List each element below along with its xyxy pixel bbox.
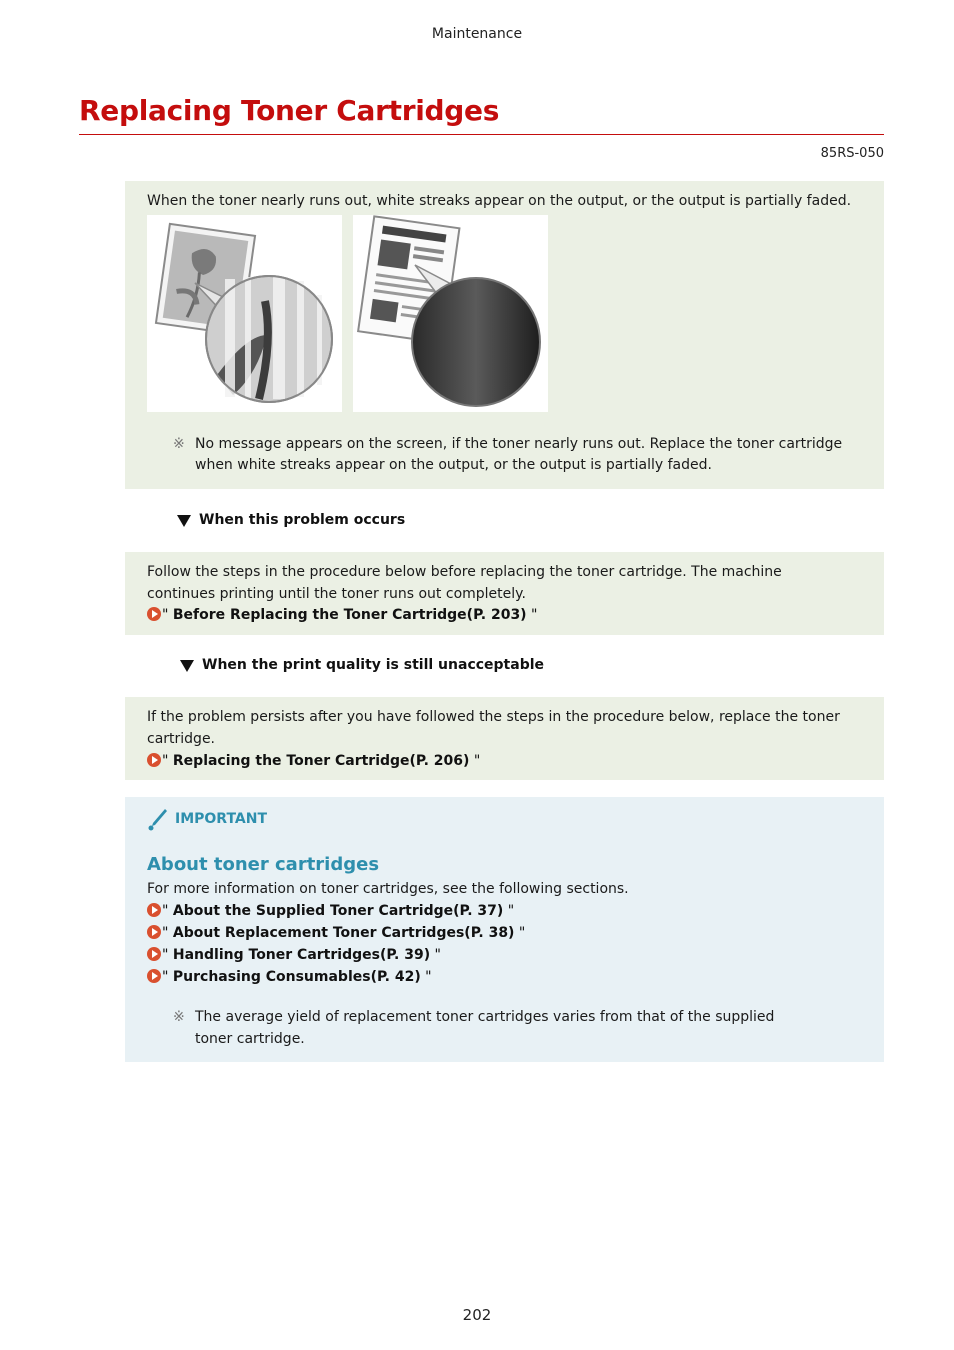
faded-document-icon bbox=[353, 215, 548, 412]
link-purchasing-consumables[interactable]: " Purchasing Consumables(P. 42) " bbox=[147, 966, 525, 988]
document-code: 85RS-050 bbox=[820, 146, 884, 161]
section2-text: If the problem persists after you have followed the steps in the procedure below, replace the toner cartridge. bbox=[147, 709, 840, 747]
link-label[interactable]: About the Supplied Toner Cartridge(P. 37) bbox=[172, 903, 504, 919]
running-header: Maintenance bbox=[431, 26, 523, 42]
link-before-replacing[interactable]: " Before Replacing the Toner Cartridge(P. 203) " bbox=[147, 604, 537, 626]
section1-box bbox=[125, 552, 884, 635]
page-number: 202 bbox=[462, 1306, 492, 1324]
important-note-text: The average yield of replacement toner cartridges varies from that of the supplied toner cartridge. bbox=[195, 1009, 775, 1047]
link-arrow-icon bbox=[147, 903, 161, 917]
pen-icon bbox=[147, 807, 169, 831]
link-arrow-icon bbox=[147, 969, 161, 983]
important-heading: About toner cartridges bbox=[147, 854, 380, 875]
link-label[interactable]: Handling Toner Cartridges(P. 39) bbox=[172, 947, 431, 963]
intro-note bbox=[173, 434, 863, 476]
intro-box bbox=[125, 181, 884, 489]
link-arrow-icon bbox=[147, 753, 161, 767]
link-supplied-cartridge[interactable]: " About the Supplied Toner Cartridge(P. 37) " bbox=[147, 900, 525, 922]
link-arrow-icon bbox=[147, 925, 161, 939]
intro-note-text: No message appears on the screen, if the toner nearly runs out. Replace the toner cartridge when white streaks appear on the output, or the output is partially faded. bbox=[195, 436, 843, 473]
link-label[interactable]: Before Replacing the Toner Cartridge(P. 203) bbox=[172, 607, 527, 623]
link-label[interactable]: Purchasing Consumables(P. 42) bbox=[172, 969, 421, 985]
section-heading-text: When the print quality is still unacceptable bbox=[202, 657, 545, 673]
important-links bbox=[147, 900, 525, 988]
section-heading-quality-unacceptable bbox=[180, 657, 544, 673]
title-divider bbox=[79, 134, 884, 135]
important-note bbox=[173, 1006, 813, 1050]
link-arrow-icon bbox=[147, 947, 161, 961]
intro-text: When the toner nearly runs out, white streaks appear on the output, or the output is partially faded. bbox=[147, 193, 852, 209]
section2-box bbox=[125, 697, 884, 780]
note-mark: ※ bbox=[173, 1009, 185, 1025]
section1-text: Follow the steps in the procedure below before replacing the toner cartridge. The machine continues printing until the toner runs out completely. bbox=[147, 564, 782, 602]
triangle-down-icon bbox=[177, 515, 191, 527]
important-label: IMPORTANT bbox=[147, 807, 267, 831]
link-label[interactable]: Replacing the Toner Cartridge(P. 206) bbox=[172, 753, 470, 769]
important-box bbox=[125, 797, 884, 1062]
page-title: Replacing Toner Cartridges bbox=[79, 94, 500, 127]
section-heading-text: When this problem occurs bbox=[199, 512, 406, 528]
note-mark: ※ bbox=[173, 436, 185, 452]
link-replacement-cartridges[interactable]: " About Replacement Toner Cartridges(P. 38) " bbox=[147, 922, 525, 944]
faded-photo-icon bbox=[147, 215, 342, 412]
link-handling-cartridges[interactable]: " Handling Toner Cartridges(P. 39) " bbox=[147, 944, 525, 966]
link-replacing-cartridge[interactable]: " Replacing the Toner Cartridge(P. 206) " bbox=[147, 750, 480, 772]
section-heading-problem-occurs bbox=[177, 512, 405, 528]
triangle-down-icon bbox=[180, 660, 194, 672]
important-text: For more information on toner cartridges, see the following sections. bbox=[147, 881, 629, 897]
faded-photo-illustration bbox=[147, 215, 342, 412]
faded-document-illustration bbox=[353, 215, 548, 412]
link-label[interactable]: About Replacement Toner Cartridges(P. 38) bbox=[172, 925, 515, 941]
link-arrow-icon bbox=[147, 607, 161, 621]
